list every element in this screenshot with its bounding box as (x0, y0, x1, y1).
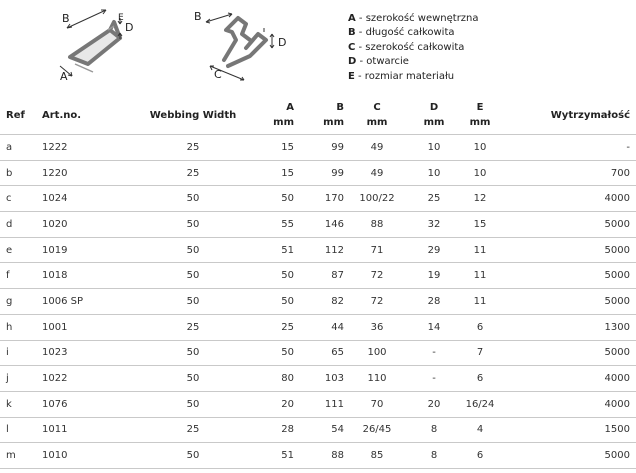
cell-webbing: 50 (134, 340, 252, 366)
cell-ref: b (0, 160, 42, 186)
cell-d: 25 (410, 186, 458, 212)
hook-diagrams (0, 0, 636, 92)
table-row (0, 135, 636, 161)
cell-e: 16/24 (458, 391, 502, 417)
table-row (0, 340, 636, 366)
legend-item: B - długość całkowita (348, 27, 455, 39)
cell-e: 6 (458, 366, 502, 392)
cell-b: 54 (294, 417, 344, 443)
cell-a: 50 (252, 340, 294, 366)
cell-d: 14 (410, 314, 458, 340)
cell-d: 28 (410, 289, 458, 315)
cell-strength: 1500 (502, 417, 636, 443)
cell-ref: i (0, 340, 42, 366)
table-row (0, 263, 636, 289)
table-row (0, 391, 636, 417)
cell-strength: 5000 (502, 212, 636, 238)
cell-webbing: 25 (134, 314, 252, 340)
cell-c: 88 (344, 212, 410, 238)
cell-e: 6 (458, 443, 502, 469)
cell-ref: c (0, 186, 42, 212)
table-row (0, 366, 636, 392)
cell-c: 72 (344, 263, 410, 289)
cell-c: 70 (344, 391, 410, 417)
table-row (0, 314, 636, 340)
cell-d: - (410, 366, 458, 392)
cell-webbing: 50 (134, 289, 252, 315)
cell-c: 100/22 (344, 186, 410, 212)
cell-b: 82 (294, 289, 344, 315)
cell-webbing: 25 (134, 135, 252, 161)
cell-strength: 1300 (502, 314, 636, 340)
cell-e: 15 (458, 212, 502, 238)
cell-d: - (410, 340, 458, 366)
cell-art: 1020 (42, 212, 134, 238)
table-row (0, 417, 636, 443)
header-art-no: Art.no. (42, 96, 134, 135)
cell-b: 99 (294, 160, 344, 186)
cell-a: 20 (252, 391, 294, 417)
cell-c: 36 (344, 314, 410, 340)
cell-strength: 4000 (502, 391, 636, 417)
diagram-label-d: D (125, 21, 134, 34)
diagram-label-a: A (60, 70, 68, 83)
cell-e: 11 (458, 289, 502, 315)
cell-strength: - (502, 135, 636, 161)
cell-webbing: 25 (134, 417, 252, 443)
legend-item: E - rozmiar materiału (348, 70, 455, 82)
cell-ref: h (0, 314, 42, 340)
cell-d: 19 (410, 263, 458, 289)
diagram-label-e: E (118, 13, 124, 23)
cell-b: 111 (294, 391, 344, 417)
cell-ref: d (0, 212, 42, 238)
cell-e: 10 (458, 160, 502, 186)
legend-item: C - szerokość całkowita (348, 41, 465, 53)
spec-table (0, 96, 636, 469)
cell-webbing: 50 (134, 443, 252, 469)
cell-a: 51 (252, 237, 294, 263)
cell-c: 85 (344, 443, 410, 469)
cell-a: 15 (252, 135, 294, 161)
header-c: C mm (344, 96, 410, 135)
cell-d: 10 (410, 160, 458, 186)
legend-item: D - otwarcie (348, 56, 409, 68)
cell-b: 44 (294, 314, 344, 340)
cell-d: 29 (410, 237, 458, 263)
table-row (0, 186, 636, 212)
cell-b: 146 (294, 212, 344, 238)
diagram2-label-b: B (194, 10, 202, 23)
table-row (0, 443, 636, 469)
diagram-label-b: B (62, 12, 70, 25)
cell-b: 103 (294, 366, 344, 392)
cell-art: 1010 (42, 443, 134, 469)
cell-strength: 5000 (502, 237, 636, 263)
cell-art: 1023 (42, 340, 134, 366)
cell-a: 50 (252, 186, 294, 212)
header-b: B mm (294, 96, 344, 135)
cell-art: 1220 (42, 160, 134, 186)
cell-art: 1022 (42, 366, 134, 392)
cell-art: 1006 SP (42, 289, 134, 315)
cell-ref: e (0, 237, 42, 263)
cell-c: 72 (344, 289, 410, 315)
cell-c: 100 (344, 340, 410, 366)
cell-strength: 4000 (502, 186, 636, 212)
cell-d: 20 (410, 391, 458, 417)
cell-a: 25 (252, 314, 294, 340)
cell-e: 10 (458, 135, 502, 161)
cell-webbing: 50 (134, 366, 252, 392)
dimension-legend (348, 12, 479, 84)
cell-a: 51 (252, 443, 294, 469)
table-row (0, 237, 636, 263)
cell-c: 71 (344, 237, 410, 263)
header-a: A mm (252, 96, 294, 135)
cell-a: 28 (252, 417, 294, 443)
cell-c: 49 (344, 135, 410, 161)
cell-art: 1011 (42, 417, 134, 443)
cell-strength: 700 (502, 160, 636, 186)
table-row (0, 289, 636, 315)
cell-b: 112 (294, 237, 344, 263)
cell-e: 6 (458, 314, 502, 340)
cell-ref: k (0, 391, 42, 417)
cell-ref: l (0, 417, 42, 443)
cell-ref: m (0, 443, 42, 469)
s-hook-diagram (184, 0, 334, 92)
legend-item: A - szerokość wewnętrzna (348, 13, 479, 24)
diagram2-label-d: D (278, 36, 287, 49)
cell-d: 10 (410, 135, 458, 161)
cell-strength: 4000 (502, 366, 636, 392)
cell-strength: 5000 (502, 289, 636, 315)
cell-e: 11 (458, 263, 502, 289)
cell-a: 15 (252, 160, 294, 186)
cell-art: 1001 (42, 314, 134, 340)
cell-strength: 5000 (502, 443, 636, 469)
cell-a: 50 (252, 289, 294, 315)
cell-webbing: 50 (134, 391, 252, 417)
table-row (0, 212, 636, 238)
triangle-hook-diagram (40, 0, 190, 92)
cell-d: 8 (410, 417, 458, 443)
cell-b: 170 (294, 186, 344, 212)
diagram2-label-c: C (214, 68, 222, 81)
cell-art: 1018 (42, 263, 134, 289)
header-e: E mm (458, 96, 502, 135)
cell-ref: j (0, 366, 42, 392)
cell-webbing: 50 (134, 186, 252, 212)
cell-art: 1076 (42, 391, 134, 417)
cell-b: 65 (294, 340, 344, 366)
cell-art: 1222 (42, 135, 134, 161)
cell-art: 1019 (42, 237, 134, 263)
cell-webbing: 25 (134, 160, 252, 186)
header-ref: Ref (0, 96, 42, 135)
cell-b: 88 (294, 443, 344, 469)
cell-b: 87 (294, 263, 344, 289)
cell-e: 7 (458, 340, 502, 366)
cell-a: 50 (252, 263, 294, 289)
header-d: D mm (410, 96, 458, 135)
cell-e: 12 (458, 186, 502, 212)
cell-c: 26/45 (344, 417, 410, 443)
cell-d: 32 (410, 212, 458, 238)
cell-webbing: 50 (134, 212, 252, 238)
table-header-row (0, 96, 636, 135)
cell-c: 110 (344, 366, 410, 392)
header-webbing-width: Webbing Width (134, 96, 252, 135)
cell-ref: g (0, 289, 42, 315)
cell-ref: f (0, 263, 42, 289)
cell-c: 49 (344, 160, 410, 186)
cell-a: 55 (252, 212, 294, 238)
cell-ref: a (0, 135, 42, 161)
cell-e: 11 (458, 237, 502, 263)
cell-a: 80 (252, 366, 294, 392)
cell-d: 8 (410, 443, 458, 469)
header-strength: Wytrzymałość (502, 96, 636, 135)
cell-strength: 5000 (502, 340, 636, 366)
cell-webbing: 50 (134, 263, 252, 289)
cell-art: 1024 (42, 186, 134, 212)
cell-e: 4 (458, 417, 502, 443)
cell-b: 99 (294, 135, 344, 161)
cell-strength: 5000 (502, 263, 636, 289)
cell-webbing: 50 (134, 237, 252, 263)
table-row (0, 160, 636, 186)
